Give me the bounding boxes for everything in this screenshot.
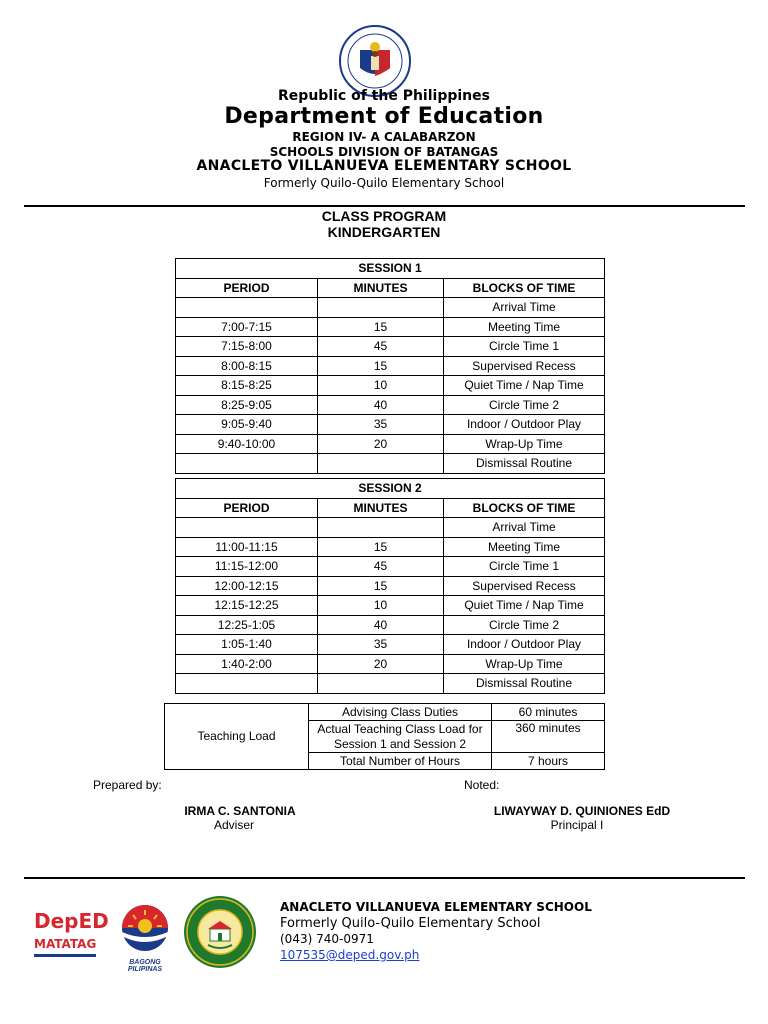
bagong-pilipinas-logo [112,902,178,973]
minutes-cell: 40 [318,395,444,415]
period-cell: 12:00-12:15 [176,576,318,596]
block-cell: Indoor / Outdoor Play [444,415,605,435]
table-row [176,317,605,337]
table-row [176,298,605,318]
period-cell: 7:15-8:00 [176,337,318,357]
column-header-period: PERIOD [176,498,318,518]
bagong-pilipinas-emblem [112,902,178,954]
table-row [176,596,605,616]
preparer-name: IRMA C. SANTONIA [184,804,296,818]
teaching-load-table [164,703,605,770]
period-cell: 11:00-11:15 [176,537,318,557]
block-cell: Dismissal Routine [444,674,605,694]
matatag-underline [34,954,96,957]
table-row [176,576,605,596]
block-cell: Meeting Time [444,317,605,337]
session1-table [175,258,605,474]
table-row [176,537,605,557]
block-cell: Arrival Time [444,518,605,538]
period-cell: 9:40-10:00 [176,434,318,454]
block-cell: Circle Time 2 [444,615,605,635]
deped-matatag-logo [34,909,109,966]
minutes-cell: 45 [318,337,444,357]
noted-label: Noted: [464,778,500,792]
teaching-load-label: Teaching Load [165,704,309,770]
period-cell: 8:00-8:15 [176,356,318,376]
period-cell [176,674,318,694]
table-row [176,674,605,694]
block-cell: Circle Time 1 [444,337,605,357]
period-cell [176,518,318,538]
block-cell: Supervised Recess [444,576,605,596]
block-cell: Quiet Time / Nap Time [444,376,605,396]
minutes-cell: 15 [318,317,444,337]
minutes-cell: 20 [318,654,444,674]
minutes-cell: 15 [318,356,444,376]
load-item: Actual Teaching Class Load for Session 1 and Session 2 [309,721,492,753]
load-item: Advising Class Duties [309,704,492,721]
session2-label: SESSION 2 [176,479,605,499]
deped-logo-text: DepED [34,909,109,933]
minutes-cell: 10 [318,596,444,616]
minutes-cell [318,454,444,474]
footer-phone: (043) 740-0971 [280,932,374,946]
load-value: 360 minutes [492,721,605,753]
period-cell: 8:25-9:05 [176,395,318,415]
minutes-cell: 35 [318,415,444,435]
minutes-cell: 10 [318,376,444,396]
deped-seal-logo [338,24,412,98]
block-cell: Wrap-Up Time [444,434,605,454]
block-cell: Meeting Time [444,537,605,557]
block-cell: Dismissal Routine [444,454,605,474]
load-item: Total Number of Hours [309,753,492,770]
minutes-cell: 20 [318,434,444,454]
period-cell: 9:05-9:40 [176,415,318,435]
table-row [176,356,605,376]
header-department: Department of Education [224,104,544,129]
bagong-pilipinas-text: BAGONG PILIPINAS [127,959,163,973]
table-row [176,434,605,454]
period-cell: 1:40-2:00 [176,654,318,674]
period-cell: 12:25-1:05 [176,615,318,635]
minutes-cell: 45 [318,557,444,577]
table-row [176,615,605,635]
school-seal-logo [182,895,258,969]
block-cell: Supervised Recess [444,356,605,376]
table-row [176,635,605,655]
column-header-blocks: BLOCKS OF TIME [444,498,605,518]
period-cell: 7:00-7:15 [176,317,318,337]
minutes-cell: 40 [318,615,444,635]
table-row [176,376,605,396]
block-cell: Arrival Time [444,298,605,318]
header-division: SCHOOLS DIVISION OF BATANGAS [269,145,499,159]
period-cell: 11:15-12:00 [176,557,318,577]
header-divider [24,205,745,207]
load-value: 7 hours [492,753,605,770]
block-cell: Indoor / Outdoor Play [444,635,605,655]
block-cell: Wrap-Up Time [444,654,605,674]
table-row [176,337,605,357]
noter-name: LIWAYWAY D. QUINIONES EdD [493,804,671,818]
minutes-cell: 35 [318,635,444,655]
table-row [176,557,605,577]
column-header-blocks: BLOCKS OF TIME [444,278,605,298]
minutes-cell: 15 [318,537,444,557]
column-header-minutes: MINUTES [318,278,444,298]
table-row [176,654,605,674]
matatag-text: MATATAG [34,937,97,951]
header-formerly: Formerly Quilo-Quilo Elementary School [263,176,505,190]
noter-role: Principal I [550,818,604,832]
minutes-cell [318,674,444,694]
table-row [176,395,605,415]
session2-table [175,478,605,694]
column-header-period: PERIOD [176,278,318,298]
block-cell: Circle Time 1 [444,557,605,577]
minutes-cell [318,298,444,318]
table-row [176,454,605,474]
program-title: CLASS PROGRAM [321,208,447,224]
period-cell [176,454,318,474]
program-subtitle: KINDERGARTEN [327,224,441,240]
header-republic: Republic of the Philippines [278,88,490,104]
footer-formerly: Formerly Quilo-Quilo Elementary School [280,916,541,931]
period-cell: 1:05-1:40 [176,635,318,655]
footer-school-name: ANACLETO VILLANUEVA ELEMENTARY SCHOOL [280,900,592,914]
minutes-cell [318,518,444,538]
header-school: ANACLETO VILLANUEVA ELEMENTARY SCHOOL [196,158,572,174]
preparer-role: Adviser [213,818,254,832]
period-cell: 12:15-12:25 [176,596,318,616]
footer-divider [24,877,745,879]
load-value: 60 minutes [492,704,605,721]
minutes-cell: 15 [318,576,444,596]
header-region: REGION IV- A CALABARZON [292,130,476,144]
prepared-by-label: Prepared by: [93,778,162,792]
block-cell: Circle Time 2 [444,395,605,415]
block-cell: Quiet Time / Nap Time [444,596,605,616]
period-cell [176,298,318,318]
column-header-minutes: MINUTES [318,498,444,518]
session1-label: SESSION 1 [176,259,605,279]
period-cell: 8:15-8:25 [176,376,318,396]
footer-email-link[interactable]: 107535@deped.gov.ph [280,948,420,962]
table-row [176,518,605,538]
table-row [176,415,605,435]
